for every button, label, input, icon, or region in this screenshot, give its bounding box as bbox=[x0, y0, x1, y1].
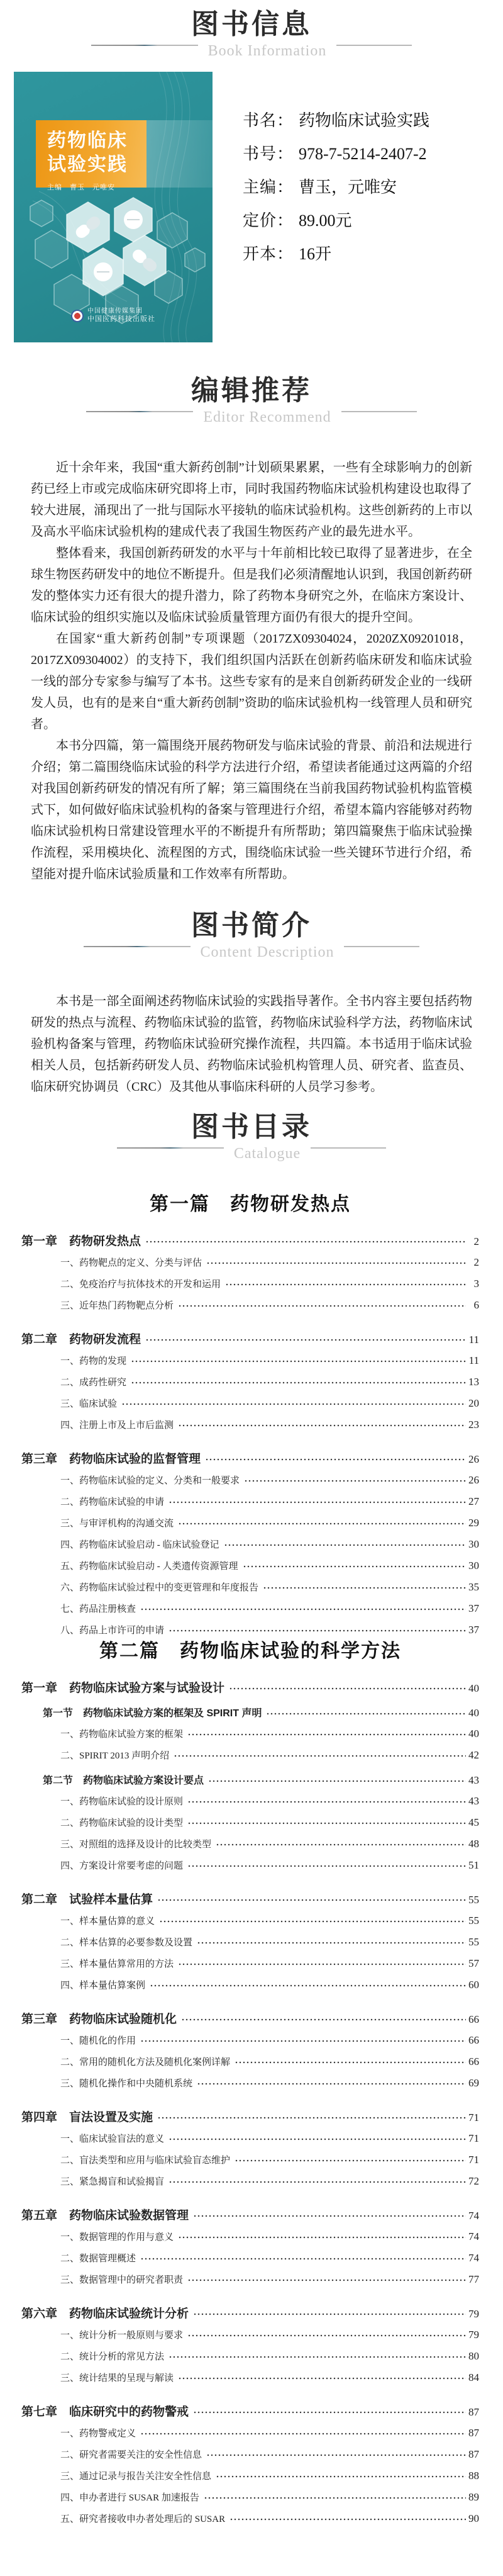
toc-dot-leader bbox=[140, 1606, 466, 1613]
toc-entry-label: 五、药物临床试验启动 - 人类遗传资源管理 bbox=[60, 1561, 238, 1572]
toc-dot-leader bbox=[178, 2234, 466, 2241]
book-field-row bbox=[243, 212, 429, 230]
toc-entry-page: 2 bbox=[473, 1256, 479, 1268]
publisher-logo-icon bbox=[71, 310, 84, 322]
toc-entry-label: 第一节 药物临床试验方案的框架及 SPIRIT 声明 bbox=[43, 1708, 262, 1719]
toc-dot-leader bbox=[140, 2255, 466, 2263]
cover-title-line1: 药物临床 bbox=[47, 130, 128, 151]
toc-entry-page: 55 bbox=[468, 1915, 479, 1926]
toc-entry-page: 60 bbox=[468, 1979, 479, 1991]
toc-entry bbox=[21, 1232, 479, 1251]
toc-entry bbox=[21, 1450, 479, 1469]
toc-entry-page: 77 bbox=[468, 2273, 479, 2285]
toc-entry-page: 90 bbox=[468, 2512, 479, 2524]
section-header-book-info bbox=[0, 9, 503, 62]
toc-dot-leader bbox=[145, 1336, 466, 1344]
toc-entry-page: 13 bbox=[468, 1376, 479, 1388]
book-field-row bbox=[243, 145, 429, 163]
toc-entry bbox=[21, 2227, 479, 2247]
toc-entry-page: 55 bbox=[468, 1894, 479, 1906]
book-cover bbox=[14, 72, 213, 342]
toc-entry-label: 二、成药性研究 bbox=[60, 1378, 127, 1388]
toc-entry-label: 一、药物的发现 bbox=[60, 1356, 127, 1366]
toc-entry-label: 四、申办者进行 SUSAR 加速报告 bbox=[60, 2493, 199, 2503]
toc-entry bbox=[21, 2108, 479, 2127]
toc-entry bbox=[21, 1835, 479, 1854]
book-field-row bbox=[243, 245, 429, 263]
toc-entry-label: 三、对照组的选择及设计的比较类型 bbox=[60, 1840, 212, 1850]
toc-entry bbox=[21, 2249, 479, 2268]
toc-dot-leader bbox=[235, 2059, 466, 2066]
toc-entry-label: 八、药品上市许可的申请 bbox=[60, 1626, 165, 1636]
section-title-catalogue: 图书目录 bbox=[191, 1111, 312, 1142]
section-subtitle-book-info: Book Information bbox=[207, 43, 327, 59]
toc-entry bbox=[21, 1373, 479, 1392]
toc-entry-page: 84 bbox=[468, 2371, 479, 2383]
toc-entry-page: 37 bbox=[468, 1602, 479, 1614]
publisher-name: 中国医药科技出版社 bbox=[87, 315, 155, 323]
paragraph: 本书是一部全面阐述药物临床试验的实践指导著作。全书内容主要包括药物研发的热点与流程、药物临床试验的监管，药物临床试验科学方法，药物临床试验机构备案与管理，药物临床试验研究操作流程，共四篇。本书适用于临床试验相关人员，包括新药研发人员、药物临床试验机构管理人员、研究者、监查员、临床研究协调员（CRC）及其他从事临床科研的人员学习参考。 bbox=[31, 994, 472, 1094]
toc-dot-leader bbox=[169, 2135, 466, 2143]
toc-dot-leader bbox=[181, 2016, 466, 2023]
toc-part bbox=[21, 1640, 479, 2529]
toc-entry-label: 二、免疫治疗与抗体技术的开发和运用 bbox=[60, 1280, 221, 1290]
toc-entry bbox=[21, 1954, 479, 1974]
toc-entry-page: 72 bbox=[468, 2175, 479, 2187]
toc-dot-leader bbox=[178, 1302, 466, 1310]
toc-dot-leader bbox=[193, 2212, 466, 2220]
toc-entry bbox=[21, 2403, 479, 2422]
toc-entry bbox=[21, 1746, 479, 1765]
toc-entry bbox=[21, 1471, 479, 1490]
toc-entry-label: 六、药物临床试验过程中的变更管理和年度报告 bbox=[60, 1583, 259, 1593]
toc-dot-leader bbox=[169, 2353, 466, 2361]
toc-entry-label: 四、方案设计常要考虑的问题 bbox=[60, 1861, 184, 1871]
decor-line-left bbox=[91, 45, 198, 46]
book-field-label: 书号： bbox=[243, 145, 294, 163]
toc-dot-leader bbox=[174, 1752, 466, 1760]
toc-entry-label: 第三章 药物临床试验的监督管理 bbox=[21, 1453, 201, 1466]
toc-entry bbox=[21, 1351, 479, 1371]
section-title-book-info: 图书信息 bbox=[191, 9, 312, 40]
toc-entry-label: 二、盲法类型和应用与临床试验盲态维护 bbox=[60, 2156, 231, 2166]
toc-entry-label: 第一章 药物临床试验方案与试验设计 bbox=[21, 1682, 225, 1695]
toc-entry-label: 七、药品注册核查 bbox=[60, 1604, 136, 1614]
toc-entry-page: 80 bbox=[468, 2350, 479, 2362]
toc-dot-leader bbox=[229, 2516, 466, 2523]
toc-entry-label: 第二章 试验样本量估算 bbox=[21, 1893, 153, 1906]
toc-entry-page: 57 bbox=[468, 1957, 479, 1969]
toc-entry-label: 一、药物警戒定义 bbox=[60, 2429, 136, 2439]
toc-dot-leader bbox=[145, 1238, 466, 1246]
toc-dot-leader bbox=[178, 1520, 466, 1527]
toc-entry-page: 3 bbox=[473, 1278, 479, 1290]
book-field-label: 书名： bbox=[243, 111, 294, 130]
toc-entry bbox=[21, 2151, 479, 2170]
decor-line-right bbox=[311, 1147, 386, 1149]
toc-dot-leader bbox=[169, 1627, 466, 1634]
toc-entry bbox=[21, 1933, 479, 1952]
tablet-icon-2 bbox=[94, 262, 113, 281]
toc-entry-label: 二、统计分析的常见方法 bbox=[60, 2352, 165, 2362]
toc-entry bbox=[21, 1514, 479, 1533]
toc-entry-page: 30 bbox=[468, 1560, 479, 1572]
editor-recommend-text bbox=[31, 457, 472, 885]
toc-dot-leader bbox=[204, 2494, 466, 2502]
toc-dot-leader bbox=[187, 1862, 466, 1870]
toc-entry-label: 一、药物临床试验的设计原则 bbox=[60, 1797, 184, 1807]
toc-entry bbox=[21, 1394, 479, 1414]
toc-entry-page: 66 bbox=[468, 2056, 479, 2067]
toc-entry bbox=[21, 2052, 479, 2072]
toc-dot-leader bbox=[169, 2178, 466, 2186]
toc-entry-label: 一、药物临床试验方案的框架 bbox=[60, 1730, 184, 1740]
toc-dot-leader bbox=[187, 2276, 466, 2284]
toc-entry-label: 第七章 临床研究中的药物警戒 bbox=[21, 2405, 189, 2419]
toc-entry bbox=[21, 2368, 479, 2388]
toc-dot-leader bbox=[178, 1422, 466, 1429]
toc-entry-page: 26 bbox=[468, 1474, 479, 1486]
toc-entry-page: 42 bbox=[468, 1749, 479, 1761]
toc-entry-page: 74 bbox=[468, 2252, 479, 2264]
toc-entry bbox=[21, 1891, 479, 1910]
toc-entry bbox=[21, 2326, 479, 2345]
toc-dot-leader bbox=[140, 2430, 466, 2438]
toc-dot-leader bbox=[150, 1982, 466, 1989]
toc-entry-label: 三、与审评机构的沟通交流 bbox=[60, 1519, 174, 1529]
toc-entry-label: 一、随机化的作用 bbox=[60, 2036, 136, 2046]
toc-rows bbox=[21, 1679, 479, 2529]
toc-entry-page: 43 bbox=[468, 1774, 479, 1786]
toc-entry-page: 87 bbox=[468, 2406, 479, 2418]
toc-dot-leader bbox=[216, 1841, 466, 1848]
toc-entry-page: 74 bbox=[468, 2210, 479, 2222]
toc-entry-page: 89 bbox=[468, 2491, 479, 2503]
toc-dot-leader bbox=[263, 1584, 466, 1592]
cover-hexagon-art bbox=[14, 193, 213, 325]
toc-dot-leader bbox=[187, 1798, 466, 1806]
toc-entry-page: 40 bbox=[468, 1728, 479, 1740]
book-field-row bbox=[243, 112, 429, 130]
toc-entry-page: 40 bbox=[468, 1682, 479, 1694]
toc-dot-leader bbox=[193, 2409, 466, 2416]
toc-entry-page: 87 bbox=[468, 2448, 479, 2460]
decor-line-right bbox=[344, 946, 419, 947]
toc-entry bbox=[21, 1976, 479, 1995]
toc-entry-label: 一、样本量估算的意义 bbox=[60, 1916, 155, 1926]
toc-entry-label: 一、数据管理的作用与意义 bbox=[60, 2232, 174, 2242]
toc-rows bbox=[21, 1232, 479, 1640]
toc-dot-leader bbox=[140, 2037, 466, 2045]
section-subtitle-catalogue: Catalogue bbox=[233, 1145, 301, 1162]
cover-title-line2: 试验实践 bbox=[47, 154, 128, 175]
toc-part-title: 第二篇 药物临床试验的科学方法 bbox=[99, 1641, 401, 1662]
toc-entry bbox=[21, 1911, 479, 1931]
toc-dot-leader bbox=[206, 1259, 466, 1267]
toc-entry-label: 第三章 药物临床试验随机化 bbox=[21, 2013, 177, 2026]
toc-dot-leader bbox=[205, 1456, 466, 1463]
toc-entry-label: 二、药物临床试验的设计类型 bbox=[60, 1818, 184, 1828]
toc-entry-label: 二、样本估算的必要参数及设置 bbox=[60, 1938, 193, 1948]
toc-entry-label: 三、数据管理中的研究者职责 bbox=[60, 2275, 184, 2285]
cover-title-band bbox=[36, 120, 146, 191]
toc-entry-page: 66 bbox=[468, 2034, 479, 2046]
book-field-label: 开本： bbox=[243, 245, 294, 263]
toc-entry-label: 三、通过记录与报告关注安全性信息 bbox=[60, 2472, 212, 2482]
toc-entry bbox=[21, 1772, 479, 1790]
toc-dot-leader bbox=[197, 1939, 466, 1947]
book-field-value: 药物临床试验实践 bbox=[299, 111, 430, 130]
toc-dot-leader bbox=[131, 1358, 466, 1365]
toc-dot-leader bbox=[229, 1685, 466, 1692]
cover-publisher-block bbox=[14, 308, 213, 323]
toc-entry-label: 第四章 盲法设置及实施 bbox=[21, 2111, 153, 2124]
toc-entry-label: 二、药物临床试验的申请 bbox=[60, 1497, 165, 1507]
toc-entry bbox=[21, 2509, 479, 2529]
toc-entry-label: 一、药物靶点的定义、分类与评估 bbox=[60, 1258, 202, 1268]
toc-entry-page: 11 bbox=[468, 1354, 479, 1366]
toc-entry-page: 74 bbox=[468, 2230, 479, 2242]
toc-entry-label: 四、注册上市及上市后监测 bbox=[60, 1420, 174, 1431]
toc-entry-page: 45 bbox=[468, 1816, 479, 1828]
toc-entry bbox=[21, 2424, 479, 2443]
toc-entry-label: 第五章 药物临床试验数据管理 bbox=[21, 2209, 189, 2222]
toc-entry bbox=[21, 2074, 479, 2093]
toc-entry-page: 29 bbox=[468, 1517, 479, 1529]
toc-entry-page: 43 bbox=[468, 1795, 479, 1807]
toc-entry bbox=[21, 1330, 479, 1349]
toc-entry-label: 二、研究者需要关注的安全性信息 bbox=[60, 2450, 202, 2460]
book-info-block bbox=[14, 72, 503, 342]
toc-entry bbox=[21, 2129, 479, 2149]
section-subtitle-row bbox=[0, 407, 503, 428]
toc-dot-leader bbox=[243, 1563, 467, 1570]
toc-entry bbox=[21, 1415, 479, 1435]
content-description-text bbox=[31, 991, 472, 1098]
toc-entry-label: 四、样本量估算案例 bbox=[60, 1981, 146, 1991]
cover-editors-line: 主编 曹玉 元唯安 bbox=[47, 184, 115, 191]
book-field-label: 主编： bbox=[243, 178, 294, 196]
toc-entry-label: 二、数据管理概述 bbox=[60, 2254, 136, 2264]
toc-entry-page: 35 bbox=[468, 1581, 479, 1593]
toc-dot-leader bbox=[225, 1281, 466, 1288]
toc-dot-leader bbox=[178, 1960, 466, 1968]
toc-entry bbox=[21, 2305, 479, 2324]
toc-dot-leader bbox=[121, 1400, 466, 1408]
toc-entry-page: 6 bbox=[473, 1299, 479, 1311]
toc-entry-label: 四、药物临床试验启动 - 临床试验登记 bbox=[60, 1540, 219, 1550]
toc-entry bbox=[21, 2270, 479, 2290]
toc-dot-leader bbox=[244, 1477, 466, 1485]
toc-dot-leader bbox=[216, 2473, 466, 2480]
book-field-row bbox=[243, 179, 429, 196]
toc-entry-page: 30 bbox=[468, 1538, 479, 1550]
toc-entry-page: 27 bbox=[468, 1495, 479, 1507]
toc-dot-leader bbox=[193, 2310, 466, 2318]
publisher-group-name: 中国健康传媒集团 bbox=[87, 308, 143, 315]
book-field-value: 16开 bbox=[299, 245, 332, 263]
toc-entry-page: 40 bbox=[468, 1707, 479, 1719]
toc-entry-label: 二、常用的随机化方法及随机化案例详解 bbox=[60, 2057, 231, 2067]
toc-entry-page: 69 bbox=[468, 2077, 479, 2089]
book-fields bbox=[243, 112, 429, 342]
toc-entry bbox=[21, 1253, 479, 1273]
toc-entry-page: 66 bbox=[468, 2013, 479, 2025]
toc-dot-leader bbox=[157, 1896, 466, 1904]
book-field-value: 89.00元 bbox=[299, 211, 352, 230]
section-subtitle-content-description: Content Description bbox=[200, 944, 334, 960]
toc-entry bbox=[21, 2466, 479, 2486]
toc-entry-label: 一、药物临床试验的定义、分类和一般要求 bbox=[60, 1476, 240, 1486]
toc-entry-label: 一、统计分析一般原则与要求 bbox=[60, 2331, 184, 2341]
toc-entry-page: 48 bbox=[468, 1838, 479, 1850]
toc-entry bbox=[21, 1556, 479, 1576]
toc-entry-page: 79 bbox=[468, 2329, 479, 2341]
toc-entry bbox=[21, 1535, 479, 1555]
toc-dot-leader bbox=[159, 1918, 466, 1925]
toc-entry-page: 71 bbox=[468, 2112, 479, 2123]
toc-entry bbox=[21, 1296, 479, 1315]
toc-entry bbox=[21, 2010, 479, 2029]
toc-entry-page: 79 bbox=[468, 2308, 479, 2320]
paragraph: 近十余年来，我国“重大新药创制”计划硕果累累，一些有全球影响力的创新药已经上市或完成临床研究即将上市，同时我国药物临床试验机构建设也取得了较大进展，涌现出了一批与国际水平接轨的临床试验机构。这些创新药的上市以及高水平临床试验机构的建成代表了我国生物医药产业的最先进水平。 bbox=[31, 461, 472, 539]
toc-entry bbox=[21, 2031, 479, 2050]
toc-entry bbox=[21, 1813, 479, 1833]
toc-entry-page: 23 bbox=[468, 1419, 479, 1431]
toc-entry bbox=[21, 1578, 479, 1597]
decor-line-left bbox=[86, 411, 193, 412]
section-header-editor-recommend bbox=[0, 375, 503, 428]
toc-dot-leader bbox=[266, 1710, 466, 1718]
toc-dot-leader bbox=[187, 2332, 466, 2339]
toc-dot-leader bbox=[169, 1499, 466, 1506]
toc-entry-label: 第二章 药物研发流程 bbox=[21, 1333, 141, 1346]
toc-entry-page: 88 bbox=[468, 2470, 479, 2482]
section-subtitle-row bbox=[0, 40, 503, 62]
toc-entry-label: 三、统计结果的呈现与解读 bbox=[60, 2373, 174, 2383]
section-subtitle-row bbox=[0, 942, 503, 963]
toc-entry-page: 71 bbox=[468, 2154, 479, 2166]
toc-dot-leader bbox=[187, 1820, 466, 1827]
toc-dot-leader bbox=[157, 2114, 466, 2122]
toc-entry-label: 第二节 药物临床试验方案设计要点 bbox=[43, 1775, 204, 1786]
book-field-value: 978-7-5214-2407-2 bbox=[299, 145, 427, 163]
section-subtitle-row bbox=[0, 1143, 503, 1164]
toc-entry bbox=[21, 1679, 479, 1698]
toc-part-title: 第一篇 药物研发热点 bbox=[150, 1194, 351, 1215]
book-field-label: 定价： bbox=[243, 211, 294, 230]
toc-entry-page: 11 bbox=[468, 1334, 479, 1346]
decor-line-left bbox=[84, 946, 191, 947]
toc-entry bbox=[21, 1274, 479, 1294]
toc-entry-page: 20 bbox=[468, 1397, 479, 1409]
toc-entry bbox=[21, 1724, 479, 1744]
toc-dot-leader bbox=[197, 2080, 466, 2088]
toc-entry-page: 51 bbox=[468, 1859, 479, 1871]
toc-entry-label: 第一章 药物研发热点 bbox=[21, 1235, 141, 1248]
paragraph: 整体看来，我国创新药研发的水平与十年前相比较已取得了显著进步，在全球生物医药研发中的地位不断提升。但是我们必须清醒地认识到，我国创新药研发的整体实力还有很大的提升潜力，除了药物本身研究之外，在临床方案设计、临床试验的组织实施以及临床试验质量管理方面仍有很大的提升空间。 bbox=[31, 546, 472, 624]
decor-line-right bbox=[336, 45, 412, 46]
toc-entry-page: 2 bbox=[473, 1235, 479, 1247]
toc-entry-page: 37 bbox=[468, 1624, 479, 1636]
section-header-content-description bbox=[0, 910, 503, 963]
toc-entry-page: 26 bbox=[468, 1453, 479, 1465]
toc-dot-leader bbox=[208, 1777, 466, 1785]
paragraph: 本书分四篇，第一篇围绕开展药物研发与临床试验的背景、前沿和法规进行介绍；第二篇围绕临床试验的科学方法进行介绍，希望读者能通过这两篇的介绍对我国创新药研发的情况有所了解；第三篇围绕在当前我国药物试验机构监管模式下，如何做好临床试验机构的备案与管理进行介绍，希望本篇内容能够对药物临床试验机构日常建设管理水平的不断提升有所帮助；第四篇聚焦于临床试验操作流程，采用模块化、流程图的方式，围绕临床试验一些关键环节进行介绍，希望能对提升临床试验质量和工作效率有所帮助。 bbox=[31, 739, 472, 881]
section-subtitle-editor-recommend: Editor Recommend bbox=[203, 409, 331, 425]
paragraph: 在国家“重大新药创制”专项课题（2017ZX09304024，2020ZX09201018，2017ZX09304002）的支持下，我们组织国内活跃在创新药临床研发和临床试验一线的部分专家参与编写了本书。这些专家有的是来自创新药研发企业的一线研发人员，也有的是来自“重大新药创制”资助的临床试验机构一线管理人员和研究者。 bbox=[31, 632, 472, 731]
toc-entry bbox=[21, 2347, 479, 2366]
toc-entry-label: 三、紧急揭盲和试验揭盲 bbox=[60, 2177, 165, 2187]
toc-dot-leader bbox=[131, 1379, 466, 1386]
toc-entry bbox=[21, 1599, 479, 1619]
toc-entry-label: 二、SPIRIT 2013 声明介绍 bbox=[60, 1751, 170, 1761]
decor-line-left bbox=[117, 1147, 224, 1149]
toc-entry-page: 87 bbox=[468, 2427, 479, 2439]
toc-entry-label: 三、随机化操作和中央随机系统 bbox=[60, 2079, 193, 2089]
toc-dot-leader bbox=[224, 1541, 467, 1549]
section-header-catalogue bbox=[0, 1111, 503, 1164]
toc-entry bbox=[21, 2488, 479, 2507]
toc-entry-label: 一、临床试验盲法的意义 bbox=[60, 2134, 165, 2144]
toc-entry bbox=[21, 1621, 479, 1640]
toc-entry-label: 三、近年热门药物靶点分析 bbox=[60, 1301, 174, 1311]
toc-entry-page: 71 bbox=[468, 2132, 479, 2144]
toc-entry bbox=[21, 2207, 479, 2225]
toc-entry bbox=[21, 2445, 479, 2465]
toc-entry-label: 第六章 药物临床试验统计分析 bbox=[21, 2307, 189, 2320]
tablet-icon bbox=[124, 210, 143, 229]
toc-part bbox=[21, 1193, 479, 1640]
toc-entry-label: 三、样本量估算常用的方法 bbox=[60, 1959, 174, 1969]
toc-entry-page: 55 bbox=[468, 1936, 479, 1948]
toc-entry bbox=[21, 1492, 479, 1512]
toc-entry bbox=[21, 2172, 479, 2191]
toc-entry-label: 五、研究者接收申办者处理后的 SUSAR bbox=[60, 2514, 226, 2524]
toc-dot-leader bbox=[235, 2157, 466, 2164]
section-title-content-description: 图书简介 bbox=[191, 910, 312, 941]
catalogue-toc bbox=[0, 1193, 503, 2538]
toc-entry-label: 三、临床试验 bbox=[60, 1399, 118, 1409]
book-field-value: 曹玉，元唯安 bbox=[299, 178, 397, 196]
decor-line-right bbox=[341, 411, 417, 412]
toc-entry bbox=[21, 1856, 479, 1876]
toc-entry bbox=[21, 1792, 479, 1811]
toc-dot-leader bbox=[206, 2451, 466, 2459]
toc-dot-leader bbox=[178, 2375, 466, 2382]
toc-entry bbox=[21, 1704, 479, 1723]
toc-dot-leader bbox=[187, 1731, 466, 1738]
section-title-editor-recommend: 编辑推荐 bbox=[191, 375, 312, 406]
